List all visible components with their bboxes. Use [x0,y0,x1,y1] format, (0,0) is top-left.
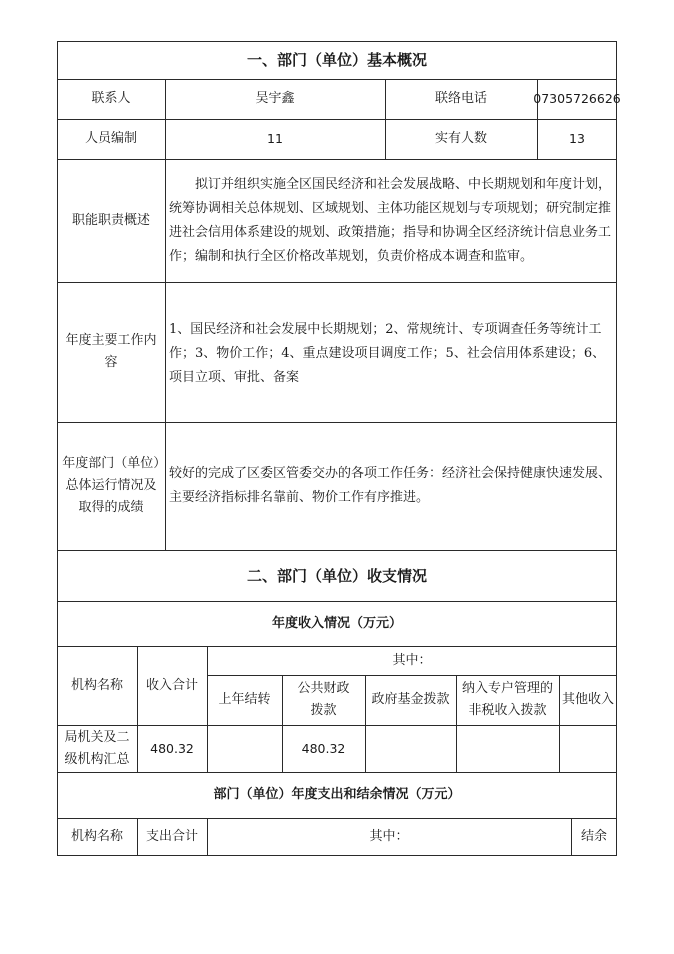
expense-table-title: 部门（单位）年度支出和结余情况（万元） [213,787,461,802]
section2-title: 二、部门（单位）收支情况 [246,566,427,585]
expense-total-header: 支出合计 [145,828,198,844]
contact-value: 吴宇鑫 [255,91,295,106]
exp-of-which-header: 其中： [369,828,409,844]
row-carryover [207,725,282,772]
public-finance-header: 公共财政拨款 [297,681,350,718]
section1-title: 一、部门（单位）基本概况 [246,51,427,69]
nontax-header: 纳入专户管理的非税收入拨款 [461,681,553,718]
work-text: 1、国民经济和社会发展中长期规划；2、常规统计、专项调查任务等统计工作；3、物价工作；4、重点建设项目调度工作；5、社会信用体系建设；6、项目立项、审批、备案 [169,322,606,385]
balance-header: 结余 [580,828,607,844]
staff-quota-value: 11 [267,131,283,146]
gov-fund-header: 政府基金拨款 [371,692,450,707]
contact-label: 联系人 [91,91,131,106]
income-total-header: 收入合计 [145,677,198,693]
income-table-title: 年度收入情况（万元） [271,615,402,631]
work-label: 年度主要工作内容 [65,333,157,370]
other-income-header: 其他收入 [561,692,614,707]
row-gov-fund [365,725,456,772]
phone-label: 联络电话 [434,91,487,106]
carryover-header: 上年结转 [218,692,271,707]
actual-staff-value: 13 [569,131,585,146]
staff-quota-label: 人员编制 [84,131,137,146]
row-nontax [456,725,559,772]
actual-staff-label: 实有人数 [434,131,487,146]
row-income-total: 480.32 [150,740,194,756]
performance-label: 年度部门（单位）总体运行情况及取得的成绩 [62,456,160,515]
exp-org-name-header: 机构名称 [70,828,123,844]
of-which-header: 其中： [392,652,432,668]
table-border-bottom [57,855,617,856]
performance-text: 较好的完成了区委区管委交办的各项工作任务：经济社会保持健康快速发展、主要经济指标排名靠前、物价工作有序推进。 [169,466,612,505]
row-public-finance: 480.32 [301,740,346,756]
row-other [559,725,617,772]
row-org-name: 局机关及二级机构汇总 [64,729,130,767]
org-name-header: 机构名称 [70,677,123,693]
phone-value: 07305726626 [533,91,621,106]
duties-label: 职能职责概述 [71,212,150,228]
duties-text: 拟订并组织实施全区国民经济和社会发展战略、中长期规划和年度计划，统筹协调相关总体规划、区域规划、主体功能区规划与专项规划；研究制定推进社会信用体系建设的规划、政策措施；指导和协调全区经济统计信息业务工作；编制和执行全区价格改革规划，负责价格成本调查和监审。 [169,177,612,264]
